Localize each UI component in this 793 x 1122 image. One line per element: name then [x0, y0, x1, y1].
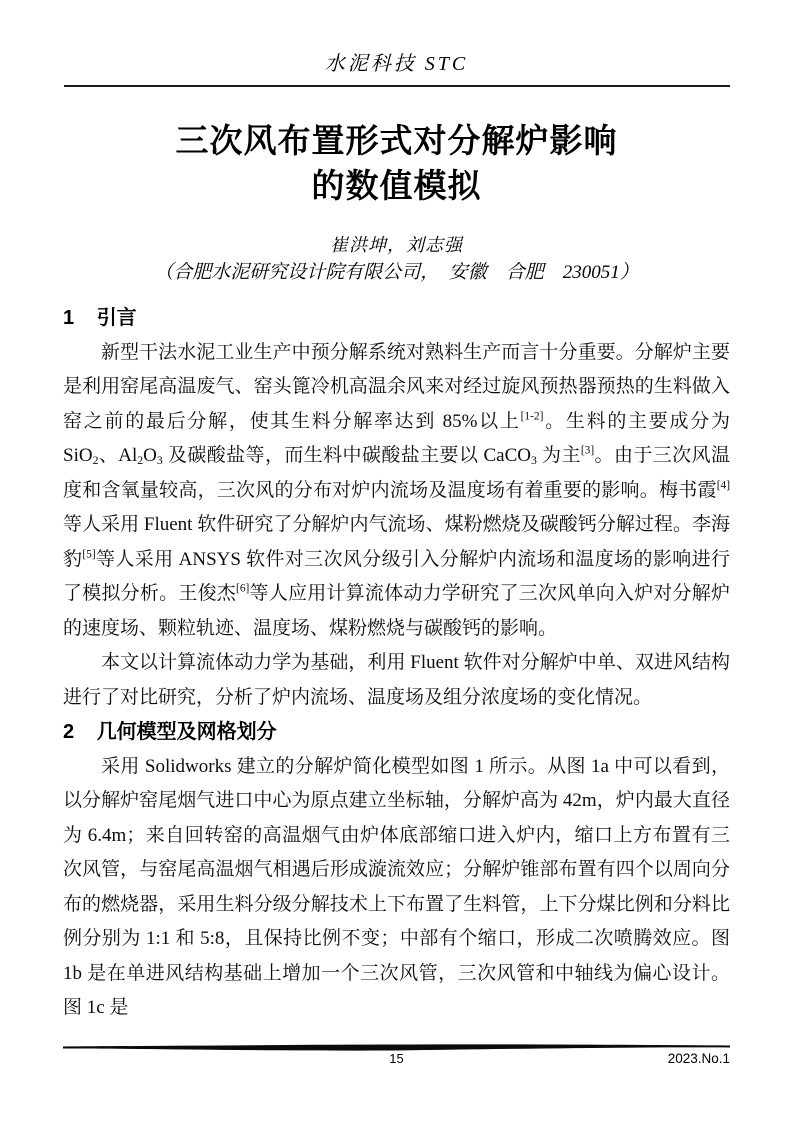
section-1-number: 1 — [63, 307, 75, 329]
article-title-line-1: 三次风布置形式对分解炉影响 — [175, 122, 618, 159]
header-rule — [64, 85, 730, 87]
article-title-line-2: 的数值模拟 — [311, 167, 482, 204]
journal-title: 水泥科技 STC — [324, 53, 469, 75]
paragraph-model-1: 采用 Solidworks 建立的分解炉简化模型如图 1 所示。从图 1a 中可以看到，以分解炉窑尾烟气进口中心为原点建立坐标轴，分解炉高为 42m，炉内最大直径为 6.4m；来自回转窑的高温烟气由炉体底部缩口进入炉内，缩口上方布置有三次风管，与窑尾高温烟气相遇后形成漩流效应；分解炉锥部布置有四个以周向分布的燃烧器，采用生料分级分解技术上下布置了生料管，上下分煤比例和分料比例分别为 1:1 和 5:8，且保持比例不变；中部有个缩口，形成二次喷腾效应。图 1b 是在单进风结构基础上增加一个三次风管，三次风管和中轴线为偏心设计。图 1c 是 — [63, 755, 730, 1018]
affiliation: （合肥水泥研究设计院有限公司， 安徽 合肥 230051） — [154, 262, 639, 283]
article-title — [63, 118, 730, 208]
section-2-title: 几何模型及网格划分 — [96, 721, 277, 743]
paragraph-intro-1: 新型干法水泥工业生产中预分解系统对熟料生产而言十分重要。分解炉主要是利用窑尾高温废气、窑头篦冷机高温余风来对经过旋风预热器预热的生料做入窑之前的最后分解，使其生料分解率达到 85%以上[1-2]。生料的主要成分为 SiO$_2$、$Al_2O_3$ 及碳酸盐等，而生料中碳酸盐主要以 CaCO$_3$ 为主[3]。由于三次风温度和含氧量较高，三次风的分布对炉内流场及温度场有着重要的影响。梅书霞[4]等人采用 Fluent 软件研究了分解炉内气流场、煤粉燃烧及碳酸钙分解过程。李海豹[5]等人采用 ANSYS 软件对三次风分级引入分解炉内流场和温度场的影响进行了模拟分析。王俊杰[6]等人应用计算流体动力学研究了三次风单向入炉对分解炉的速度场、颗粒轨迹、温度场、煤粉燃烧与碳酸钙的影响。 — [63, 341, 730, 639]
section-1-heading — [63, 301, 730, 336]
paragraph-intro-2: 本文以计算流体动力学为基础，利用 Fluent 软件对分解炉中单、双进风结构进行了对比研究，分析了炉内流场、温度场及组分浓度场的变化情况。 — [63, 652, 730, 708]
page-number: 15 — [389, 1051, 404, 1066]
section-2-number: 2 — [63, 721, 75, 743]
section-1-title: 引言 — [96, 307, 137, 329]
authors: 崔洪坤，刘志强 — [330, 235, 463, 255]
article-body — [63, 301, 730, 1026]
section-2-heading — [63, 715, 730, 750]
issue-label: 2023.No.1 — [667, 1051, 730, 1066]
